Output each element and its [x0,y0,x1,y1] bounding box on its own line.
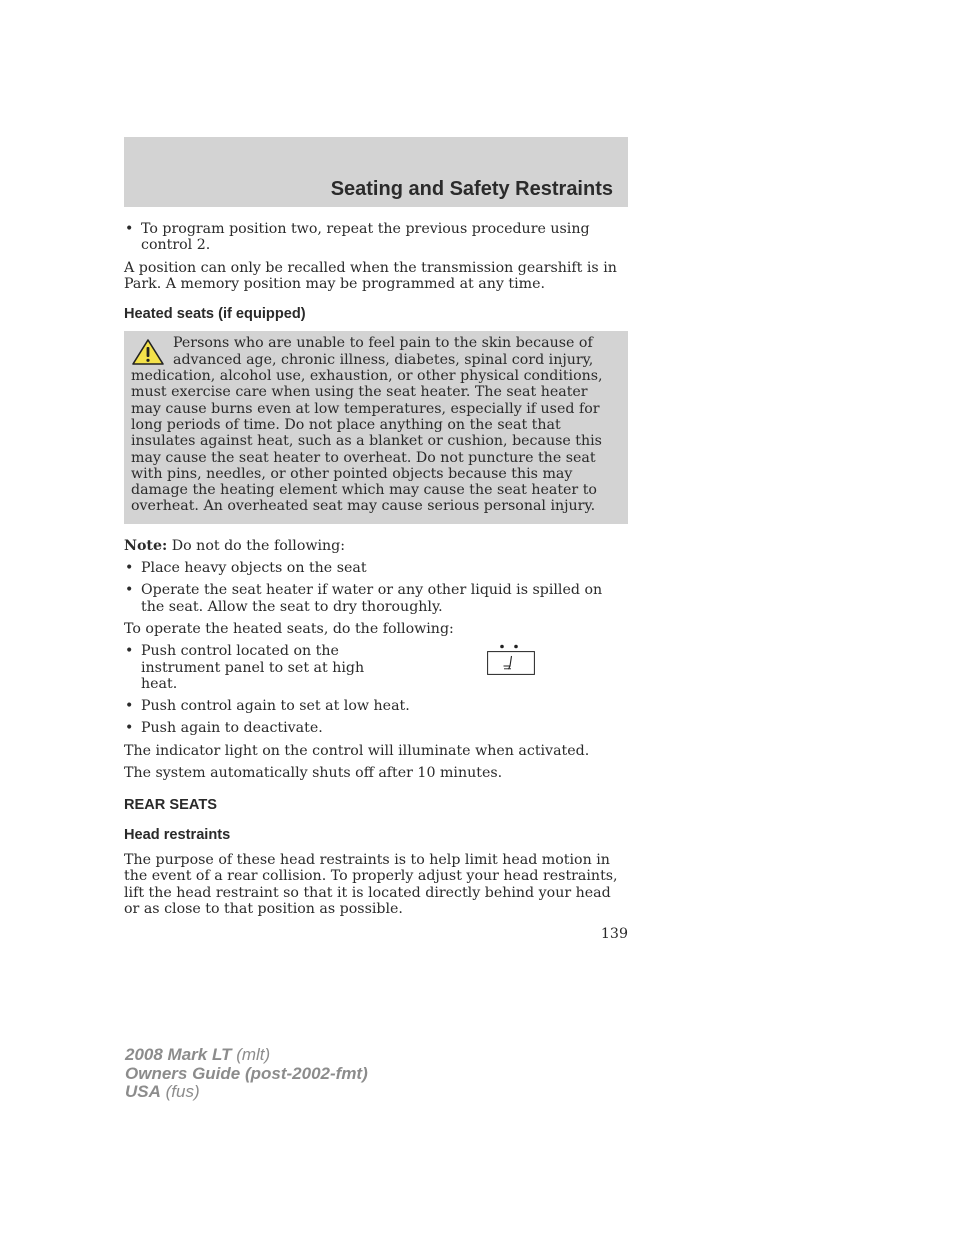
footer-line-2: Owners Guide (post-2002-fmt) [125,1063,368,1083]
heated-seat-icon [487,643,535,675]
page-number: 139 [600,926,628,942]
list-item: • Place heavy objects on the seat [125,560,367,577]
list-item: • Push control located on the instrument panel to set at high heat. [125,643,365,692]
list-item: • Operate the seat heater if water or any other liquid is spilled on the seat. Allow the seat to dry thoroughly. [125,582,603,615]
operate-intro: To operate the heated seats, do the following: [124,620,454,637]
warning-triangle-icon [131,338,165,366]
section-title: Seating and Safety Restraints [330,178,613,200]
list-item: • Push control again to set at low heat. [125,698,410,715]
footer-line-1: 2008 Mark LT (mlt) [125,1045,271,1064]
warning-box [124,331,628,523]
auto-off-paragraph: The system automatically shuts off after 10 minutes. [124,765,503,782]
list-item: • Push again to deactivate. [125,720,323,737]
rear-seats-heading: REAR SEATS [124,797,217,814]
warning-text: Persons who are unable to feel pain to the skin because of advanced age, chronic illness, diabetes, spinal cord injury, medication, alcohol use, exhaustion, or other physical conditions, must exercise care when using the seat heater. The seat heater may cause burns even at low temperatures, especially if used for long periods of time. Do not place anything on the seat that insulates against heat, such as a blanket or cushion, because this may cause the seat heater to overheat. Do not puncture the seat with pins, needles, or other pointed objects because this may damage the heating element which may cause the seat heater to overheat. An overheated seat may cause serious personal injury. [131,335,603,515]
header-band [124,137,628,207]
head-restraints-paragraph: The purpose of these head restraints is to help limit head motion in the event of a rear collision. To properly adjust your head restraints, lift the head restraint so that it is located directly behind your head or as close to that position as possible. [124,851,618,917]
footer [125,1046,368,1102]
page-content [124,221,628,923]
control-row [124,643,628,692]
indicator-paragraph: The indicator light on the control will illuminate when activated. [124,742,590,759]
head-restraints-heading: Head restraints [124,826,231,843]
footer-line-3: USA (fus) [125,1082,200,1101]
note: Note: Do not do the following: [124,537,346,554]
list-item: • To program position two, repeat the previous procedure using control 2. [125,221,590,254]
heated-seats-heading: Heated seats (if equipped) [124,306,306,323]
memory-paragraph: A position can only be recalled when the transmission gearshift is in Park. A memory position may be programmed at any time. [124,259,617,292]
